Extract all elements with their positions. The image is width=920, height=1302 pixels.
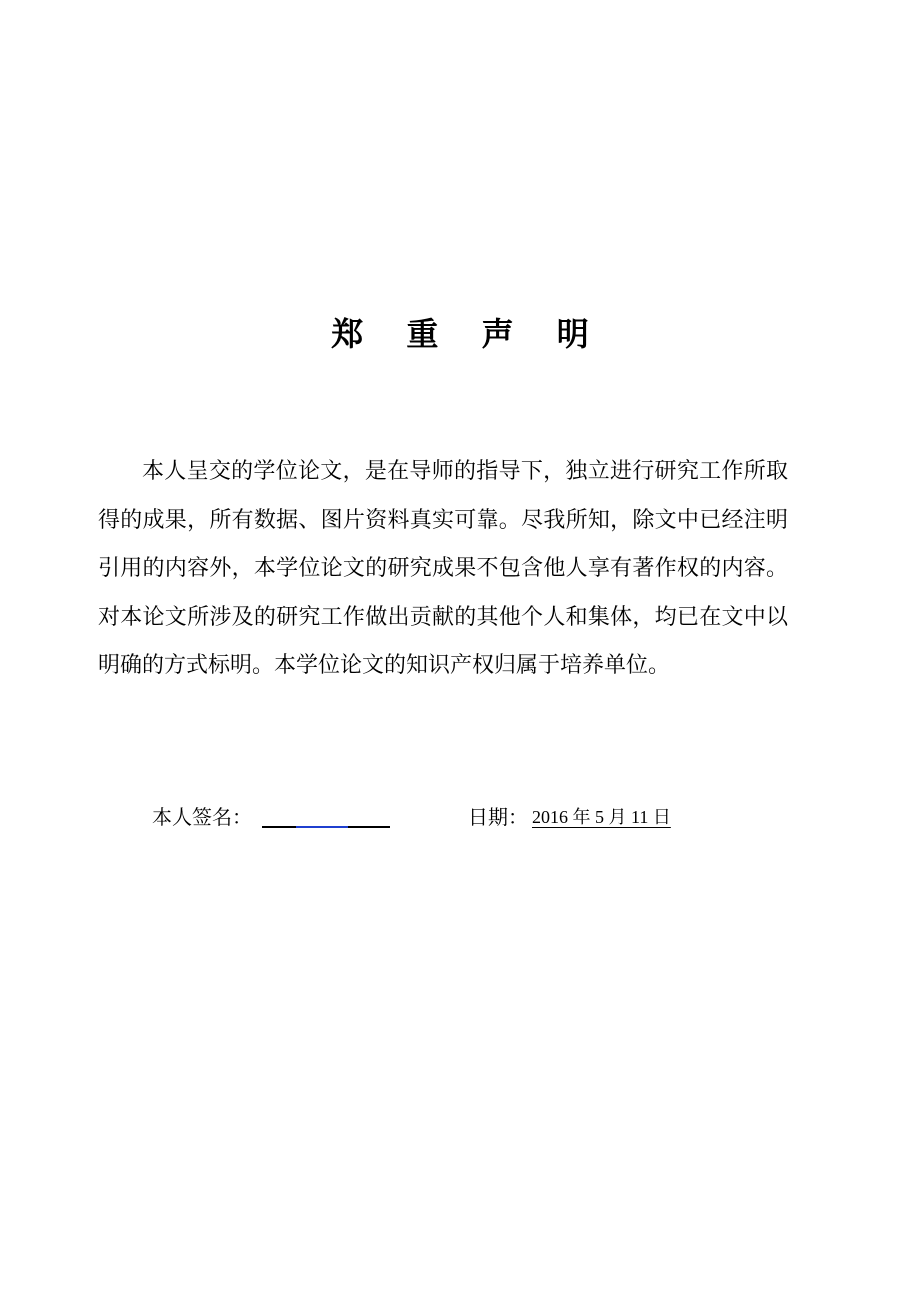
date-label: 日期： (468, 805, 528, 829)
declaration-body: 本人呈交的学位论文，是在导师的指导下，独立进行研究工作所取得的成果，所有数据、图片资料真实可靠。尽我所知，除文中已经注明引用的内容外，本学位论文的研究成果不包含他人享有著作权的内容。对本论文所涉及的研究工作做出贡献的其他个人和集体，均已在文中以明确的方式标明。本学位论文的知识产权归属于培养单位。 (98, 459, 788, 678)
date-value: 2016 年 5 月 11 日 (532, 807, 671, 827)
signature-line (262, 826, 390, 828)
signature-line-highlight (296, 826, 348, 828)
declaration-title: 郑 重 声 明 (331, 315, 605, 353)
signature-label: 本人签名： (152, 805, 252, 829)
